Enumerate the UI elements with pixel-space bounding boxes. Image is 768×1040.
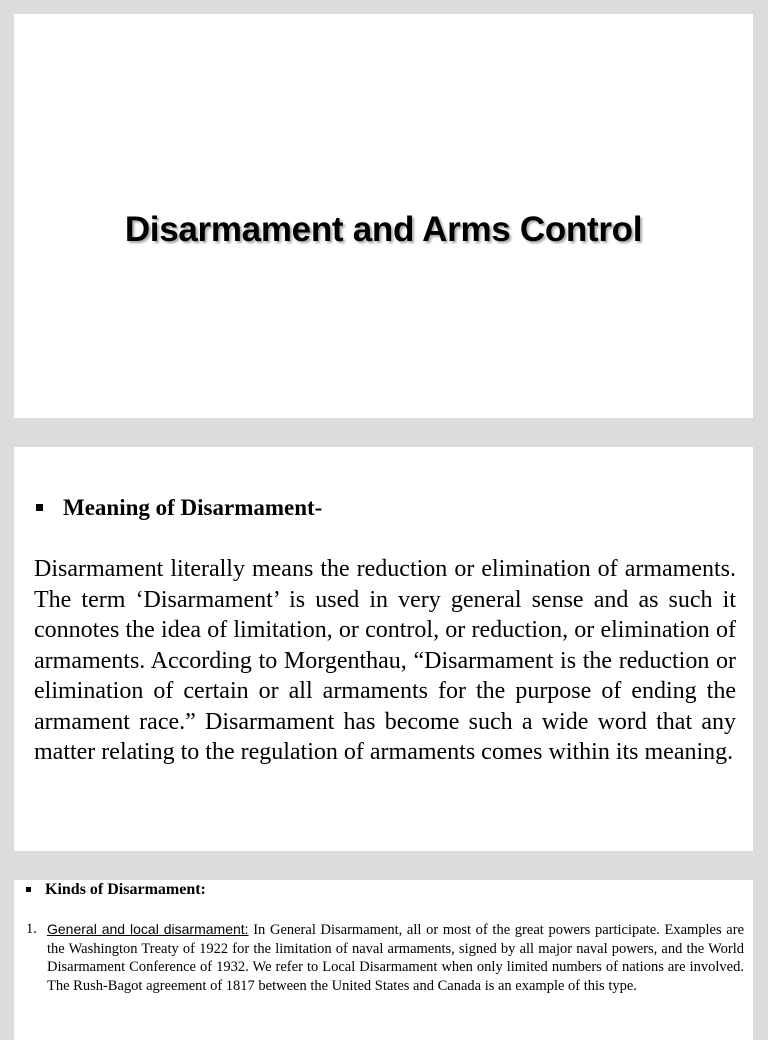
list-item-term: General and local disarmament: — [47, 921, 249, 937]
meaning-heading — [36, 495, 322, 521]
slide-title-heading: Disarmament and Arms Control — [124, 210, 643, 249]
list-item-text: In General Disarmament, all or most of the great powers participate. Examples are the Washington Treaty of 1922 for the limitation of naval armaments, signed by all major naval powers, and the World Disarmament Conference of 1932. We refer to Local Disarmament when only limited numbers of nations are involved. The Rush-Bagot agreement of 1817 between the United States and Canada is an example of this type. — [47, 922, 744, 994]
list-item-number: 1. — [26, 921, 37, 937]
kinds-list — [26, 920, 744, 995]
slide-title — [14, 14, 753, 418]
meaning-heading-text: Meaning of Disarmament- — [63, 495, 323, 520]
square-bullet-icon — [36, 504, 43, 511]
slide-kinds — [14, 880, 753, 1040]
square-bullet-icon — [26, 887, 31, 892]
slide-meaning — [14, 447, 753, 851]
kinds-heading-text: Kinds of Disarmament: — [45, 881, 206, 898]
list-item-body — [47, 920, 744, 995]
list-item — [26, 920, 744, 995]
meaning-paragraph: Disarmament literally means the reduction or elimination of armaments. The term ‘Disarmament’ is used in very general sense and as such it connotes the idea of limitation, or control, or reduction, or elimination of armaments. According to Morgenthau, “Disarmament is the reduction or elimination of certain or all armaments for the purpose of ending the armament race.” Disarmament has become such a wide word that any matter relating to the regulation of armaments comes within its meaning. — [34, 556, 736, 765]
kinds-heading — [26, 881, 206, 899]
